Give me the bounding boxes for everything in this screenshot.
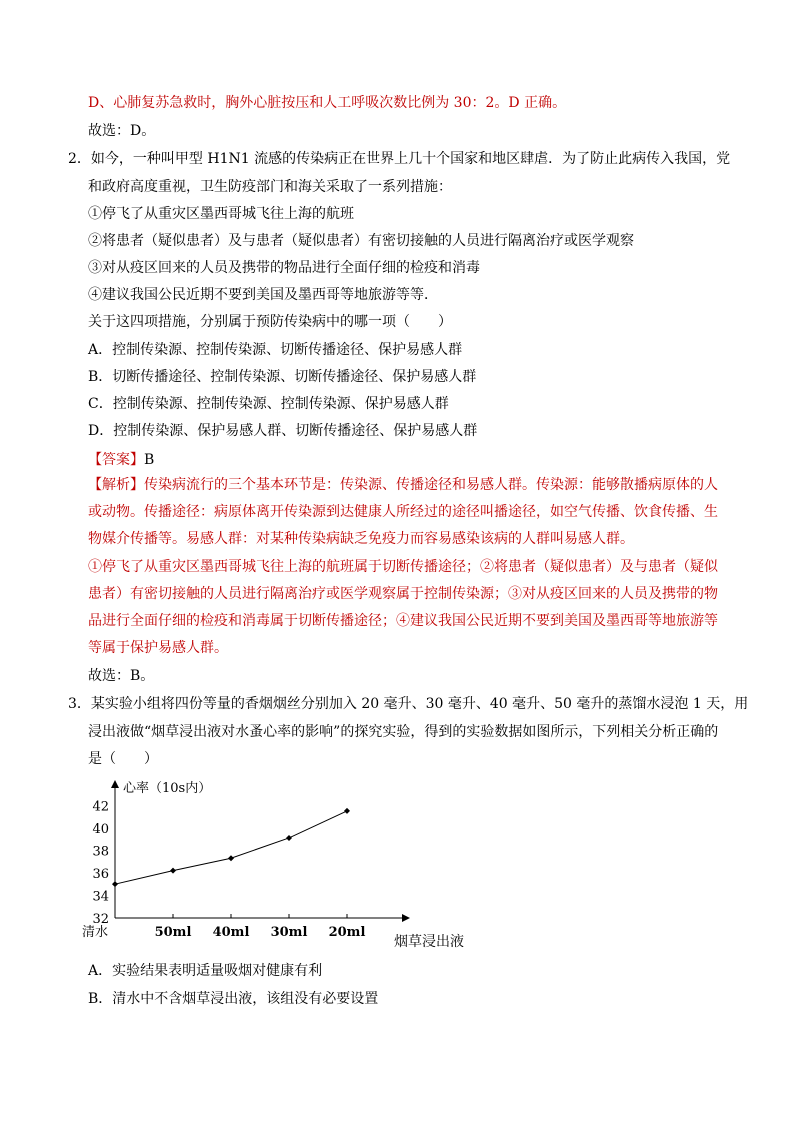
q2-question: 关于这四项措施，分别属于预防传染病中的哪一项（ ） [88,314,452,330]
q2-analysis-line4: ①停飞了从重灾区墨西哥城飞往上海的航班属于切断传播途径；②将患者（疑似患者）及与患者（疑似 [88,559,718,575]
q2-analysis-line2: 或动物。传播途径：病原体离开传染源到达健康人所经过的途径叫播途径，如空气传播、饮食传播、生 [88,504,718,520]
x-tick-label: 30ml [270,925,308,940]
prev-choice: 故选：D。 [88,123,156,139]
q2-answer [88,451,154,469]
q2-measure-1: ①停飞了从重灾区墨西哥城飞往上海的航班 [88,206,354,222]
analysis-tag: 【解析】 [88,477,144,493]
data-point [112,881,118,887]
analysis-text: 传染病流行的三个基本环节是：传染源、传播途径和易感人群。传染源：能够散播病原体的人 [144,477,718,493]
q2-stem-line2: 和政府高度重视，卫生防疫部门和海关采取了一系列措施： [88,179,452,195]
q2-option-c: C．控制传染源、控制传染源、控制传染源、保护易感人群 [88,396,449,412]
y-axis-arrow [111,780,119,788]
q3-option-a: A．实验结果表明适量吸烟对健康有利 [88,963,323,979]
x-axis-label: 烟草浸出液 [394,934,464,950]
q2-analysis-line5: 患者）有密切接触的人员进行隔离治疗或医学观察属于控制传染源；③对从疫区回来的人员及携带的物 [88,586,718,602]
y-tick-label: 42 [92,799,109,815]
data-point [344,808,350,814]
y-tick-label: 40 [92,821,109,837]
x-tick-label: 50ml [154,925,192,940]
q2-option-b: B．切断传播途径、控制传染源、切断传播途径、保护易感人群 [88,369,477,385]
q3-option-b: B．清水中不含烟草浸出液，该组没有必要设置 [88,991,379,1007]
q2-stem-line1: 2．如今，一种叫甲型 H1N1 流感的传染病正在世界上几十个国家和地区肆虐．为了防止此病传入我国，党 [68,151,731,167]
chart-svg [80,770,500,955]
prev-option-d-explanation: D、心肺复苏急救时，胸外心脏按压和人工呼吸次数比例为 30：2。D 正确。 [88,95,567,111]
x-axis-arrow [402,914,410,922]
q2-option-d: D．控制传染源、保护易感人群、切断传播途径、保护易感人群 [88,423,478,439]
answer-tag: 【答案】 [88,452,144,468]
data-point [286,835,292,841]
q2-measure-4: ④建议我国公民近期不要到美国及墨西哥等地旅游等等． [88,287,438,303]
q2-analysis-line7: 等属于保护易感人群。 [88,640,228,656]
y-tick-label: 32 [92,912,109,927]
q2-analysis-line3: 物媒介传播等。易感人群：对某种传染病缺乏免疫力而容易感染该病的人群叫易感人群。 [88,531,634,547]
data-point [228,855,234,861]
q3-stem-line3: 是（ ） [88,751,158,767]
heart-rate-chart [80,770,500,955]
q2-measure-3: ③对从疫区回来的人员及携带的物品进行全面仔细的检疫和消毒 [88,260,480,276]
q3-stem-line1: 3．某实验小组将四份等量的香烟烟丝分别加入 20 毫升、30 毫升、40 毫升、50 毫升的蒸馏水浸泡 1 天，用 [68,696,749,712]
y-axis-label: 心率（10s内） [123,781,212,796]
x-tick-label: 40ml [212,925,250,940]
series-line [115,811,347,884]
q2-choice: 故选：B。 [88,668,155,684]
q2-measure-2: ②将患者（疑似患者）及与患者（疑似患者）有密切接触的人员进行隔离治疗或医学观察 [88,233,634,249]
answer-value: B [144,452,155,468]
q2-analysis-line1 [88,476,718,494]
q3-stem-line2: 浸出液做“烟草浸出液对水蚤心率的影响”的探究实验，得到的实验数据如图所示，下列相关分析正确的 [88,724,719,740]
y-tick-label: 34 [92,889,109,905]
x-tick-label: 20ml [328,925,366,940]
data-point [170,868,176,874]
x-tick-label: 清水 [82,925,109,940]
q2-option-a: A．控制传染源、控制传染源、切断传播途径、保护易感人群 [88,342,463,358]
y-tick-label: 36 [92,866,109,882]
q2-analysis-line6: 品进行全面仔细的检疫和消毒属于切断传播途径；④建议我国公民近期不要到美国及墨西哥等地旅游等 [88,613,718,629]
y-tick-label: 38 [92,844,109,860]
